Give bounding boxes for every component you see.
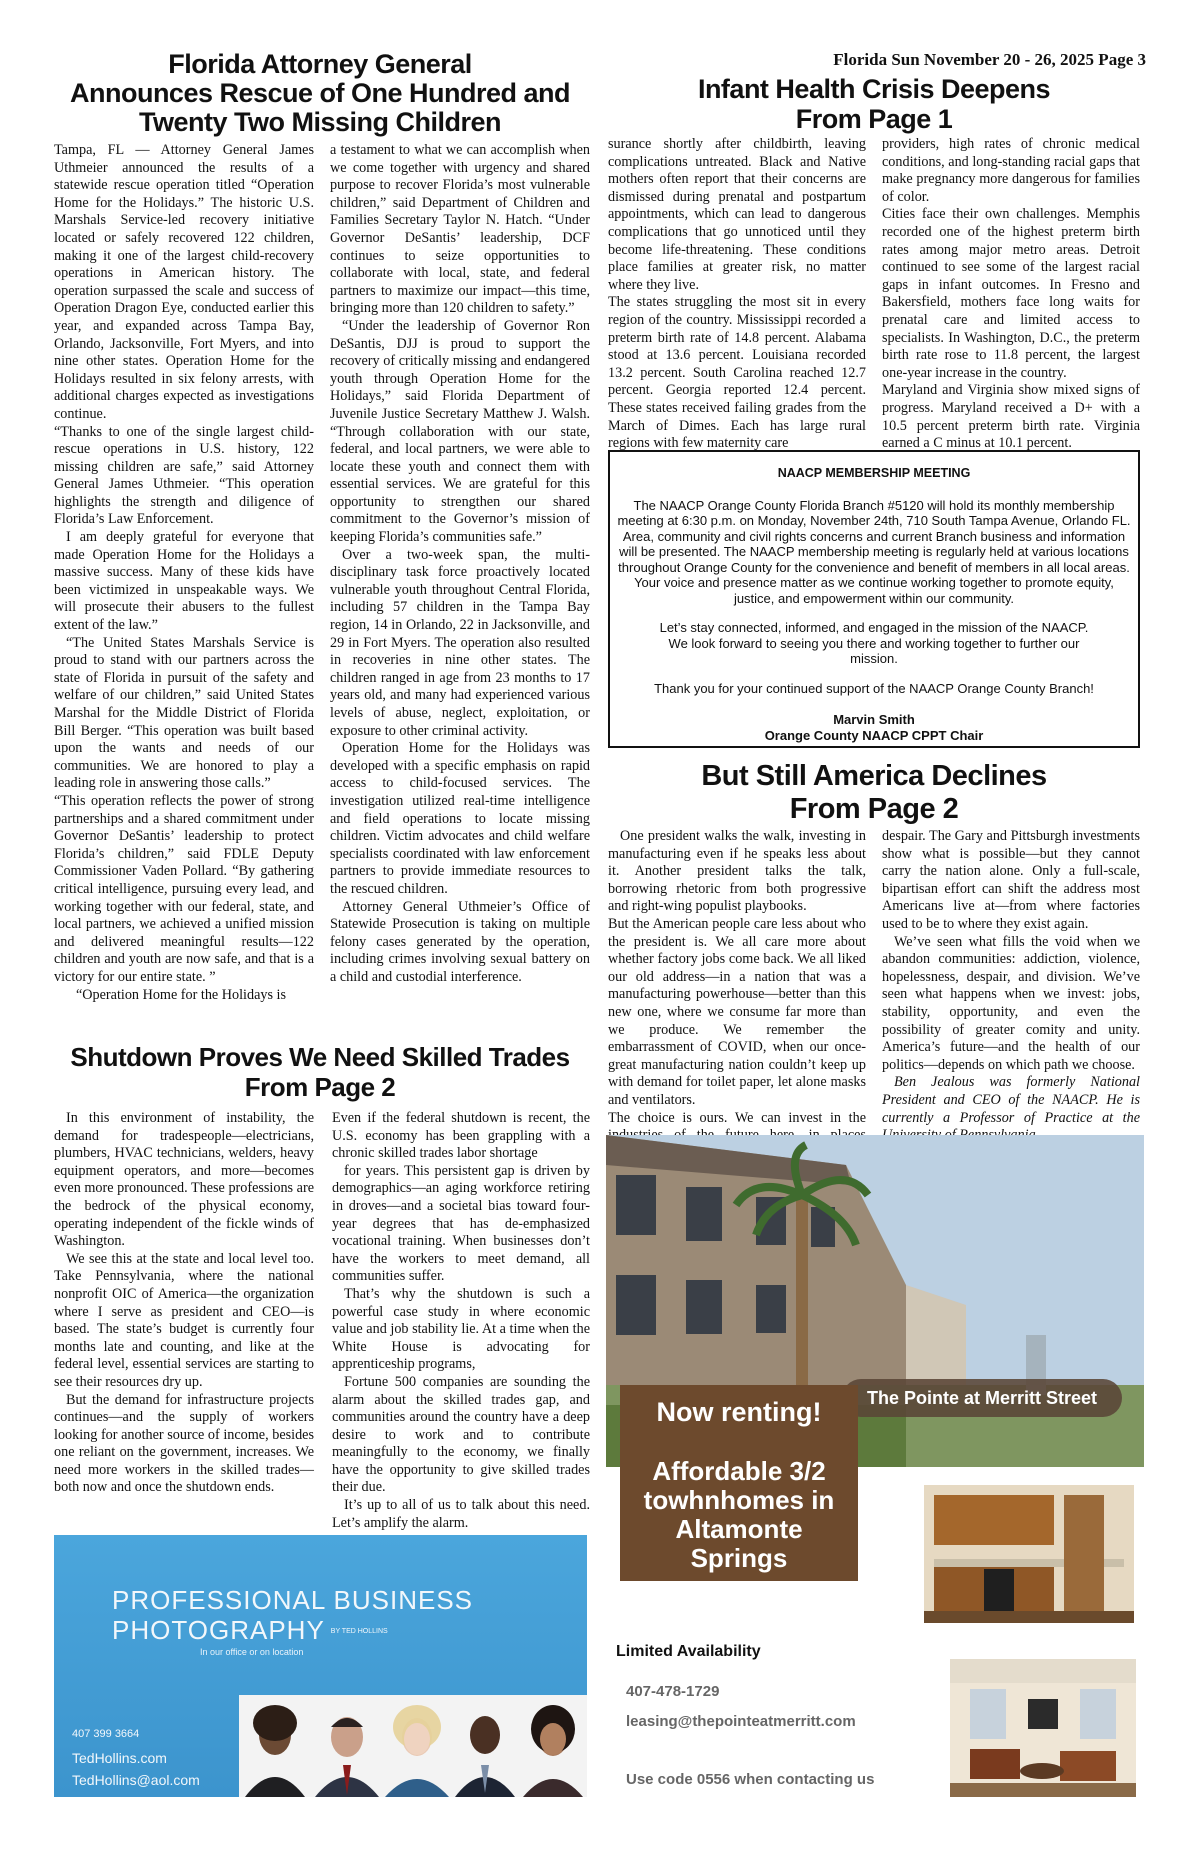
paragraph: The choice is ours. We can invest in the: [608, 1109, 866, 1126]
living-room-image: [950, 1659, 1136, 1797]
paragraph: We see this at the state and local level too. Take Pennsylvania, where the national nonprofit OIC of America—the organization where I serve as president and CEO—is based. The state’s budget is currently four months late and counting, and like at the federal level, essential services are starting to see their resources dry up.: [54, 1250, 314, 1390]
rental-offer-text: [620, 1457, 858, 1573]
rental-promo-code: Use code 0556 when contacting us: [626, 1771, 875, 1788]
america-headline: [608, 760, 1140, 826]
paragraph: “Operation Home for the Holidays is: [76, 986, 286, 1003]
naacp-signer: Marvin Smith: [833, 712, 915, 727]
paragraph: Cities face their own challenges. Memphis recorded one of the highest preterm birth rates among major metro areas. Detroit continued to see some of the largest racial gaps in infant outcomes. In Fresno and Bakersfield, mothers face long waits for prenatal care and limited access to specialists. In Washington, D.C., the preterm birth rate rose to 11.8 percent, the largest one-year increase in the country.: [882, 206, 1140, 381]
ag-headline-line: Announces Rescue of One Hundred and: [69, 78, 571, 108]
rental-offer-line: Altamonte: [675, 1514, 803, 1544]
naacp-notice-title: NAACP MEMBERSHIP MEETING: [777, 466, 971, 480]
shutdown-column-2: [332, 1110, 590, 1530]
running-head: Florida Sun November 20 - 26, 2025 Page 3: [833, 50, 1146, 69]
paragraph: Operation Home for the Holidays was developed with a specific emphasis on rapid access to child-focused services. The investigation utilized real-time intelligence and field operations to locate missing children. Victim advocates and child welfare specialists coordinated with law enforcement partners to provide immediate resources to the rescued children.: [330, 740, 590, 897]
paragraph: I am deeply grateful for everyone that made Operation Home for the Holidays a massive success. Many of these kids have been victimized in unspeakable ways. We will prosecute their abusers to the fullest extent of the law.”: [54, 529, 314, 634]
naacp-notice-body: Let’s stay connected, informed, and engaged in the mission of the NAACP. We look forward to seeing you there and working together to further our mission.: [659, 620, 1089, 666]
portrait-woman-2: [385, 1705, 449, 1797]
portrait-strip: [239, 1695, 587, 1797]
paragraph: “The United States Marshals Service is proud to stand with our partners across the state of Florida in pursuit of the safety and welfare of our children,” said United States Marshal for the Middle District of Florida Bill Berger. “This operation was built based upon the wants and needs of our communities. We are honored to play a leading role in answering those calls.”: [54, 634, 314, 792]
ag-headline-line: Florida Attorney General: [168, 49, 472, 79]
paragraph: “This operation reflects the power of strong partnerships and a shared commitment under Governor DeSantis’ leadership to protect Florida’s children,” said FDLE Deputy Commissioner Vaden Pollard. “By gathering critical intelligence, pursuing every lead, and working together with our federal, state, and local partners, we achieved a unified mission and delivered meaningful results—122 children and youth are now safe, and that is a victory for our entire state. ”: [54, 792, 314, 985]
portrait-man-2: [455, 1716, 515, 1797]
author-byline: Ben Jealous was formerly National President and CEO of the NAACP. He is currently a Professor of Practice at the: [882, 1074, 1140, 1126]
paragraph: Fortune 500 companies are sounding the alarm about the skilled trades gap, and communities around the country have a deep desire to work and to contribute meaningfully to the economy, we finally have the opportunity to give skilled trades their due.: [332, 1373, 590, 1496]
paragraph: The states struggling the most sit in every region of the country. Mississippi recorded a preterm birth rate of 14.8 percent. Alabama stood at 13.6 percent. Louisiana recorded 13.2 percent. South Carolina reached 12.7 percent. Georgia reported 12.4 percent. These states received failing grades from the March of Dimes. Each has large rural regions with few maternity care: [608, 294, 866, 452]
shutdown-headline-line: From Page 2: [244, 1072, 396, 1102]
paragraph: despair. The Gary and Pittsburgh investments show what is possible—but they cannot carry the nation alone. Only a full-scale, bipartisan effort can shift the address most Americans live at—from where factories used to be to where they exist again.: [882, 828, 1140, 932]
shutdown-column-1: [54, 1110, 314, 1530]
america-headline-line: From Page 2: [789, 793, 959, 825]
photography-ad-title-line: PROFESSIONAL BUSINESS: [112, 1585, 474, 1615]
paragraph: Even if the federal shutdown is recent, the U.S. economy has been grappling with a chronic skilled trades labor shortage: [332, 1110, 590, 1162]
paragraph: But the demand for infrastructure projects continues—and the supply of workers looking for another source of income, besides one reliant on the government, increases. We need more workers in the skilled trades—both now and once the shutdown ends.: [54, 1391, 314, 1496]
infant-headline-line: Infant Health Crisis Deepens: [697, 74, 1051, 104]
america-column-1: [608, 828, 866, 1126]
property-name-pill: The Pointe at Merritt Street: [842, 1379, 1122, 1417]
paragraph: It’s up to all of us to talk about this need. Let’s amplify the alarm.: [332, 1497, 590, 1531]
paragraph: But the American people care less about who the president is. We all care more about whether factory jobs come back. We all liked our old address—in a nation that was a manufacturing powerhouse—better than this new one, where we consume far more than we produce. We remember the embarrassment of COVID, when our once-great manufacturing nation couldn’t keep up with demand for toilet paper, let alone masks and ventilators.: [608, 915, 866, 1108]
paragraph: Attorney General Uthmeier’s Office of Statewide Prosecution is taking on multiple felony cases generated by the operation, including crimes involving sexual battery on a child and custodial interference.: [330, 898, 590, 985]
living-room-photo: [950, 1659, 1136, 1797]
photography-ad-email: TedHollins@aol.com: [72, 1772, 200, 1788]
shutdown-headline: [54, 1042, 586, 1102]
infant-column-2: [882, 136, 1140, 452]
photography-ad-by: BY TED HOLLINS: [330, 1628, 388, 1636]
portrait-woman-3: [523, 1705, 583, 1797]
paragraph: Maryland and Virginia show mixed signs of progress. Maryland received a D+ with a 10.5 percent preterm birth rate. Virginia earned a C minus at 10.1 percent.: [882, 382, 1140, 452]
paragraph: That’s why the shutdown is such a powerful case study in where economic value and job stability lie. At a time when the White House is advocating for apprenticeship programs,: [332, 1285, 590, 1373]
portrait-woman-1: [245, 1705, 305, 1797]
paragraph: One president walks the walk, investing in manufacturing even if he speaks less about it. Another president talks the talk, borrowing rhetoric from both progressive and right-wing populist playbooks.: [608, 828, 866, 915]
paragraph: We’ve seen what fills the void when we abandon communities: addiction, violence, hopelessness, despair, and division. We’ve seen what happens when we invest: jobs, stability, opportunity, and even the possibility of greater comity and unity. America’s future—and the health of our politics—depends on which path we choose.: [882, 933, 1140, 1073]
ag-column-2: [330, 142, 590, 1032]
photography-ad-website: TedHollins.com: [72, 1750, 167, 1766]
paragraph: In this environment of instability, the demand for tradespeople—electricians, plumbers, HVAC technicians, welders, heavy equipment operators, and more—becomes even more pronounced. These professions are the bedrock of the physical economy, operating independent of the fickle winds of Washington.: [54, 1110, 314, 1250]
paragraph: “Under the leadership of Governor Ron DeSantis, DJJ is proud to support the recovery of critically missing and endangered youth through Operation Home for the Holidays,” said Florida Department of Juvenile Justice Secretary Matthew J. Walsh. “Through collaboration with our state, federal, and local partners, we were able to locate these youth and connect them with essential services. We are grateful for this opportunity to strengthen our shared commitment to the Governor’s mission of keeping Florida’s communities safe.”: [330, 317, 590, 546]
paragraph: surance shortly after childbirth, leaving complications untreated. Black and Native mothers often report that their concerns are dismissed during prenatal and postpartum appointments, which can lead to dangerous complications that go unnoticed until they become life-threatening. These conditions place families at greater risk, no matter where they live.: [608, 136, 866, 293]
rental-offer-line: Springs: [690, 1543, 788, 1573]
now-renting-heading: Now renting!: [656, 1397, 822, 1427]
portrait-man-1: [315, 1717, 379, 1797]
naacp-signer-title: Orange County NAACP CPPT Chair: [764, 727, 984, 743]
naacp-notice-body: Your voice and presence matter as we continue working together to promote equity, justice, and empowerment within our community.: [634, 575, 1114, 606]
limited-availability: Limited Availability: [612, 1641, 765, 1663]
naacp-notice-body: The NAACP Orange County Florida Branch #5120 will hold its monthly membership meeting at 6:30 p.m. on Monday, November 24th, 710 South Tampa Avenue, Orlando FL. Area, community and civil rights concerns and current Branch business and information will be presented. The NAACP membership meeting is regularly held at various locations throughout Orange County for the convenience and benefit of members in all local areas.: [617, 497, 1131, 575]
rental-ad: [606, 1135, 1144, 1800]
ag-column-1: [54, 142, 314, 1032]
rental-offer-line: towhnhomes in: [643, 1485, 835, 1515]
photography-ad-title: [112, 1585, 473, 1647]
rental-email: leasing@thepointeatmerritt.com: [626, 1713, 856, 1730]
paragraph: Over a two-week span, the multi-disciplinary task force proactively located vulnerable youth throughout Central Florida, including 57 children in the Tampa Bay region, 14 in Orlando, 22 in Jacksonville, and 29 in Fort Myers. The operation also resulted in recoveries in nine other states. The children ranged in age from 23 months to 17 years old, and many had experienced various levels of abuse, neglect, exploitation, or exposure to other criminal activity.: [330, 546, 590, 739]
kitchen-photo: [924, 1485, 1134, 1623]
paragraph: providers, high rates of chronic medical conditions, and long-standing racial gaps that make pregnancy more dangerous for families of color.: [882, 136, 1140, 205]
paragraph: a testament to what we can accomplish when we come together with urgency and shared purpose to recover Florida’s most vulnerable children,” said Department of Children and Families Secretary Taylor N. Hatch. “Under Governor DeSantis’ leadership, DCF continues to seize opportunities to collaborate with local, state, and federal partners to maximize our impact—this time, bringing more than 120 children to safety.”: [330, 142, 590, 317]
naacp-notice-body: Thank you for your continued support of the NAACP Orange County Branch!: [654, 680, 1094, 696]
rental-phone: 407-478-1729: [626, 1683, 720, 1700]
infant-column-1: [608, 136, 866, 452]
america-headline-line: But Still America Declines: [701, 760, 1047, 792]
paragraph: Tampa, FL — Attorney General James Uthmeier announced the results of a statewide rescue operation titled “Operation Home for the Holidays.” The historic U.S. Marshals Service-led recovery initiative located or safely recovered 122 children, making it one of the largest child-recovery operations in American history. The operation surpassed the scale and success of Operation Dragon Eye, conducted earlier this year, and expanded across Tampa Bay, Orlando, Jacksonville, Fort Myers, and into nine other states. Operation Home for the Holidays resulted in six felony arrests, with additional charges expected as investigations continue.: [54, 142, 314, 422]
ag-headline: [54, 50, 586, 137]
ag-headline-line: Twenty Two Missing Children: [138, 107, 501, 137]
infant-headline: [608, 74, 1140, 134]
infant-headline-line: From Page 1: [795, 104, 953, 134]
photography-ad-phone: 407 399 3664: [72, 1728, 140, 1740]
shutdown-headline-line: Shutdown Proves We Need Skilled Trades: [70, 1042, 570, 1072]
rental-offer-line: Affordable 3/2: [652, 1456, 826, 1486]
paragraph: “Thanks to one of the single largest child-rescue operations in U.S. history, 122 missing children are safe,” said Attorney General James Uthmeier. “This operation highlights the strength and diligence of Florida’s Law Enforcement.: [54, 423, 314, 528]
photography-ad-subtitle: In our office or on location: [200, 1647, 304, 1657]
portraits-image: [239, 1695, 587, 1797]
photography-ad: [54, 1535, 587, 1797]
photography-ad-title-line: PHOTOGRAPHY: [112, 1615, 325, 1645]
kitchen-image: [924, 1485, 1134, 1623]
rental-offer-panel: [620, 1385, 858, 1581]
naacp-notice-box: [608, 450, 1140, 748]
paragraph: for years. This persistent gap is driven by demographics—an aging workforce retiring in droves—and a societal bias toward four-year degrees that has de-emphasized vocational training. When businesses don’t have the workers to meet demand, all communities suffer.: [332, 1162, 590, 1285]
america-column-2: [882, 828, 1140, 1126]
